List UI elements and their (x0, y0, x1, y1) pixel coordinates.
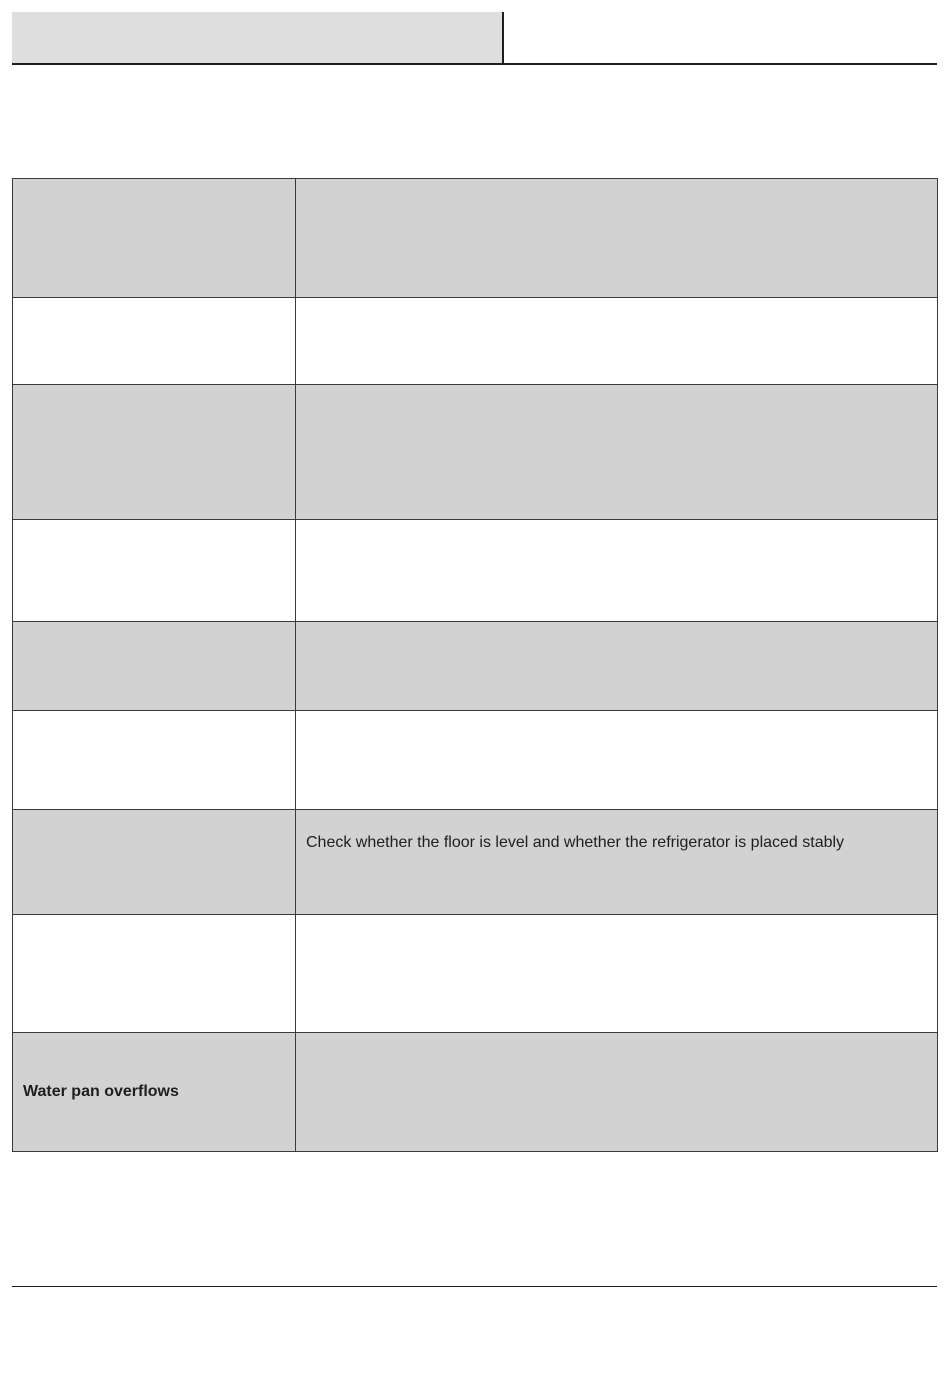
problem-cell: Water pan overflows (13, 1033, 296, 1152)
header-rule (12, 63, 937, 65)
problem-cell (13, 622, 296, 711)
troubleshooting-table (12, 178, 938, 1152)
table-row (13, 1033, 938, 1152)
header-title-bar (12, 12, 502, 63)
problem-cell (13, 711, 296, 810)
solution-cell (296, 385, 938, 520)
problem-cell (13, 810, 296, 915)
problem-cell (13, 385, 296, 520)
table-row (13, 520, 938, 622)
problem-cell (13, 179, 296, 298)
problem-cell (13, 520, 296, 622)
table-row (13, 915, 938, 1033)
table-row (13, 622, 938, 711)
table-row (13, 298, 938, 385)
solution-cell (296, 1033, 938, 1152)
solution-cell: Check whether the floor is level and whether the refrigerator is placed stably (296, 810, 938, 915)
solution-cell (296, 179, 938, 298)
solution-cell (296, 622, 938, 711)
problem-cell (13, 298, 296, 385)
problem-cell (13, 915, 296, 1033)
table-row (13, 810, 938, 915)
table-row (13, 711, 938, 810)
table-row (13, 385, 938, 520)
header-divider (502, 12, 504, 64)
solution-cell (296, 298, 938, 385)
solution-cell (296, 915, 938, 1033)
solution-cell (296, 711, 938, 810)
table-row (13, 179, 938, 298)
solution-cell (296, 520, 938, 622)
footer-rule (12, 1286, 937, 1287)
